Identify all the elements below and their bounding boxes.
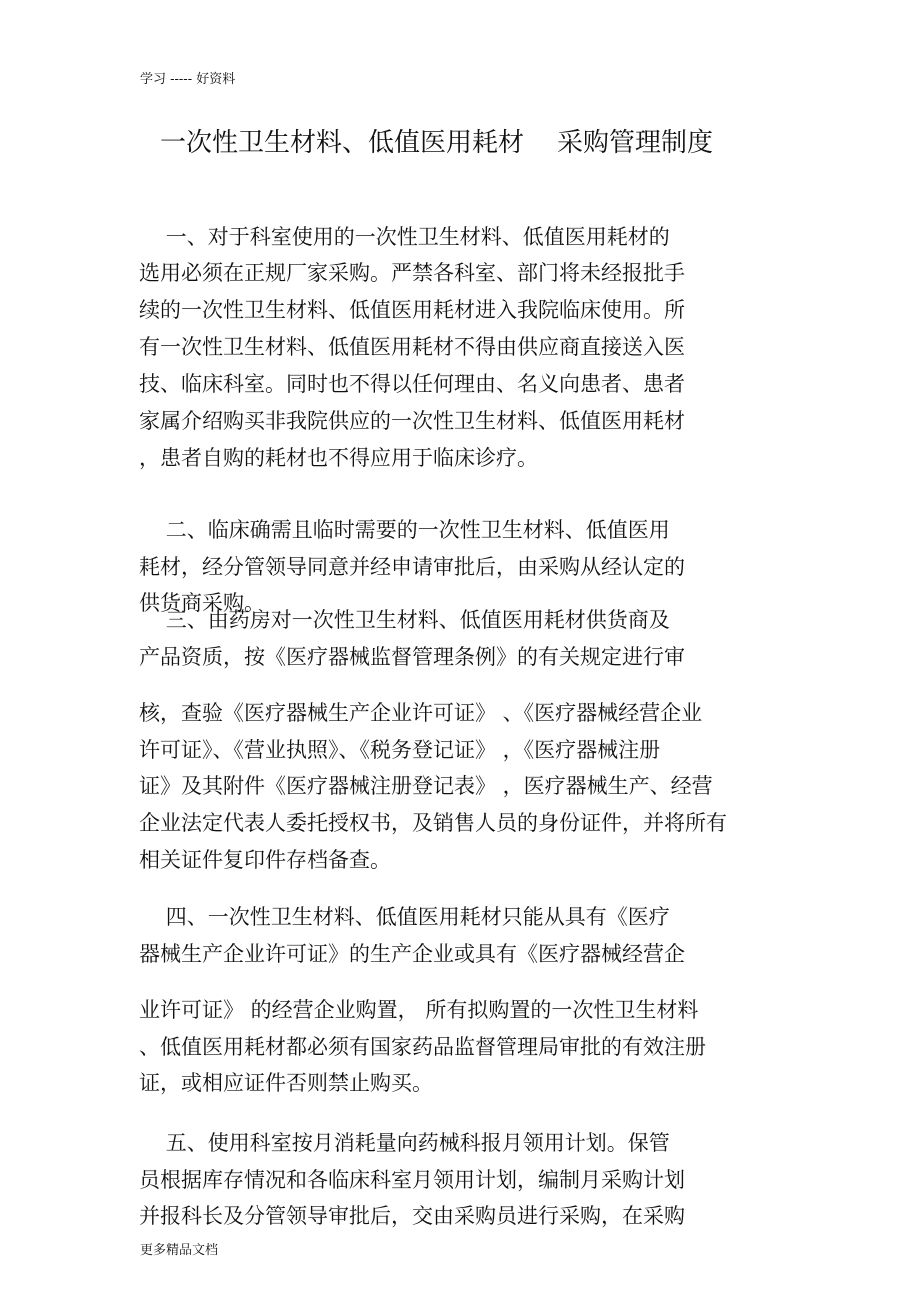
text-line: 、低值医用耗材都必须有国家药品监督管理局审批的有效注册 xyxy=(139,1035,706,1059)
page-footer: 更多精品文档 xyxy=(140,1243,219,1258)
text-line: 许可证》、《营业执照》、《税务登记证》 ，《医疗器械注册 xyxy=(139,738,661,762)
text-line: 供货商采购。 xyxy=(139,591,265,615)
text-line: 证》及其附件《医疗器械注册登记表》 ，医疗器械生产、经营 xyxy=(139,774,713,798)
text-line: 三、由药房对一次性卫生材料、低值医用耗材供货商及 xyxy=(139,608,670,632)
text-line: ，患者自购的耗材也不得应用于临床诊疗。 xyxy=(139,446,538,470)
text-line: 产品资质，按《医疗器械监督管理条例》的有关规定进行审 xyxy=(139,645,685,669)
text-line: 有一次性卫生材料、低值医用耗材不得由供应商直接送入医 xyxy=(139,335,685,359)
text-line: 证，或相应证件否则禁止购买。 xyxy=(139,1071,433,1095)
text-line: 一、对于科室使用的一次性卫生材料、低值医用耗材的 xyxy=(139,225,670,249)
text-line: 器械生产企业许可证》的生产企业或具有《医疗器械经营企 xyxy=(139,942,685,966)
text-line: 五、使用科室按月消耗量向药械科报月领用计划。保管 xyxy=(139,1131,670,1155)
text-line: 企业法定代表人委托授权书，及销售人员的身份证件，并将所有 xyxy=(139,811,727,835)
text-line: 并报科长及分管领导审批后，交由采购员进行采购，在采购 xyxy=(139,1204,685,1228)
text-line: 二、临床确需且临时需要的一次性卫生材料、低值医用 xyxy=(139,518,670,542)
text-line: 耗材，经分管领导同意并经申请审批后，由采购从经认定的 xyxy=(139,555,685,579)
text-line: 相关证件复印件存档备查。 xyxy=(139,848,391,872)
text-line: 技、临床科室。同时也不得以任何理由、名义向患者、患者 xyxy=(139,372,685,396)
text-line: 选用必须在正规厂家采购。严禁各科室、部门将未经报批手 xyxy=(139,261,685,285)
text-line: 员根据库存情况和各临床科室月领用计划，编制月采购计划 xyxy=(139,1168,685,1192)
document-title: 一次性卫生材料、低值医用耗材 采购管理制度 xyxy=(160,128,714,158)
text-line: 业许可证》 的经营企业购置， 所有拟购置的一次性卫生材料 xyxy=(139,998,699,1022)
text-line: 续的一次性卫生材料、低值医用耗材进入我院临床使用。所 xyxy=(139,298,685,322)
text-line: 家属介绍购买非我院供应的一次性卫生材料、低值医用耗材 xyxy=(139,409,685,433)
page-header: 学习 ----- 好资料 xyxy=(140,72,236,87)
text-line: 核，查验《医疗器械生产企业许可证》 、《医疗器械经营企业 xyxy=(139,701,703,725)
text-line: 四、一次性卫生材料、低值医用耗材只能从具有《医疗 xyxy=(139,905,670,929)
